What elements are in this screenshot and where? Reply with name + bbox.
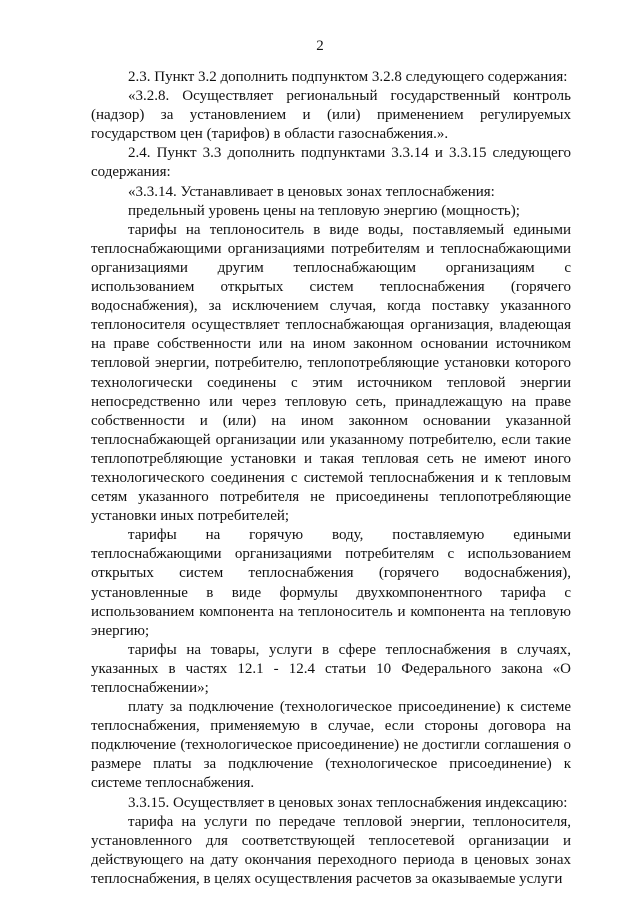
document-body: [91, 68, 571, 889]
paragraph-transfer-tariff: тарифа на услуги по передаче тепловой энергии, теплоносителя, установленного для соответствующей теплосетевой организации и действующего на дату окончания переходного периода в ценовых зонах теплоснабжения, в целях осуществления расчетов за оказываемые услуги: [91, 813, 571, 887]
paragraph-2-4: 2.4. Пункт 3.3 дополнить подпунктами 3.3.14 и 3.3.15 следующего содержания:: [91, 145, 571, 181]
paragraph-3-2-8: «3.2.8. Осуществляет региональный государственный контроль (надзор) за установлением и (или) применением регулируемых государством цен (тарифов) в области газоснабжения.».: [91, 88, 571, 143]
page-number: 2: [316, 38, 324, 54]
paragraph-3-3-15: 3.3.15. Осуществляет в ценовых зонах теплоснабжения индексацию:: [128, 794, 568, 811]
paragraph-price-limit: предельный уровень цены на тепловую энергию (мощность);: [128, 202, 520, 219]
paragraph-hot-water-tariffs: тарифы на горячую воду, поставляемую едиными теплоснабжающими организациями потребителям с использованием открытых систем теплоснабжения (горячего водоснабжения), установленные в виде формулы двухкомпонентного тарифа с использованием компонента на теплоноситель и компонента на тепловую энергию;: [91, 527, 571, 639]
paragraph-connection-fee: плату за подключение (технологическое присоединение) к системе теплоснабжения, применяемую в случае, если стороны договора на подключение (технологическое присоединение) не достигли соглашения о размере платы за подключение (технологическое присоединение) к системе теплоснабжения.: [91, 699, 571, 792]
paragraph-3-3-14: «3.3.14. Устанавливает в ценовых зонах теплоснабжения:: [128, 183, 495, 200]
paragraph-goods-services-tariffs: тарифы на товары, услуги в сфере теплоснабжения в случаях, указанных в частях 12.1 - 12.4 статьи 10 Федерального закона «О теплоснабжении»;: [91, 641, 571, 696]
paragraph-coolant-tariffs: тарифы на теплоноситель в виде воды, поставляемый едиными теплоснабжающими организациями потребителям и теплоснабжающими организациями другим теплоснабжающим организациям с использованием открытых систем теплоснабжения (горячего водоснабжения), за исключением случая, когда поставку указанного теплоносителя осуществляет теплоснабжающая организация, владеющая на праве собственности или на ином законном основании источником тепловой энергии, потребителю, теплопотребляющие установки которого технологически соединены с этим источником тепловой энергии непосредственно или через тепловую сеть, принадлежащую на праве собственности и (или) на ином законном основании указанной теплоснабжающей организации или указанному потребителю, если такие теплопотребляющие установки и такая тепловая сеть не имеют иного технологического соединения с системой теплоснабжения и к тепловым сетям указанного потребителя не присоединены теплопотребляющие установки иных потребителей;: [91, 221, 571, 525]
paragraph-2-3: 2.3. Пункт 3.2 дополнить подпунктом 3.2.8 следующего содержания:: [128, 69, 568, 85]
